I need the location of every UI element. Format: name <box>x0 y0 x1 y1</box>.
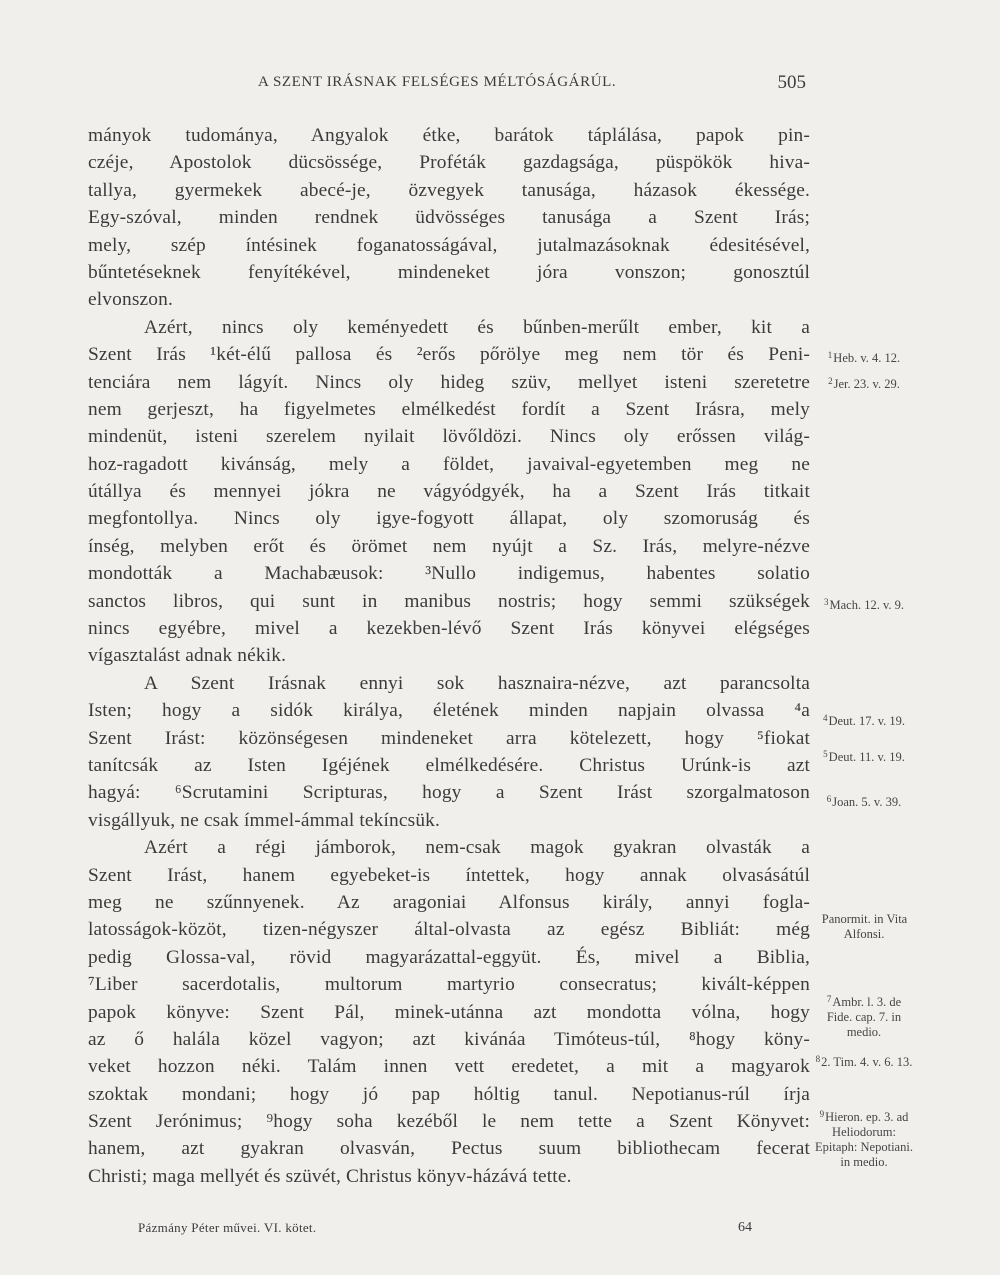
margin-note: $^1$Heb. v. 4. 12. <box>827 350 901 365</box>
text-line: sanctos libros, qui sunt in manibus nostris; hogy semmi szükségek <box>88 590 810 612</box>
text-line: visgállyuk, ne csak ímmel-ámmal tekíncsük. <box>88 809 441 831</box>
page-number: 505 <box>777 72 806 93</box>
text-line: megfontollya. Nincs oly igye-fogyott állapat, oly szomoruság és <box>88 508 810 530</box>
footer-imprint: Pázmány Péter művei. VI. kötet. <box>138 1220 317 1235</box>
text-line: szoktak mondani; hogy jó pap hóltig tanul. Nepotianus-rúl írja <box>88 1083 810 1105</box>
text-line: Azért, nincs oly keményedett és bűnben-merűlt ember, kit a <box>144 316 810 338</box>
text-line: hanem, azt gyakran olvasván, Pectus suum bibliothecam fecerat <box>88 1138 810 1160</box>
text-line: papok könyve: Szent Pál, minek-utánna azt mondotta vólna, hogy <box>88 1001 810 1023</box>
text-line: vígasztalást adnak nékik. <box>88 645 287 667</box>
text-line: mindenüt, isteni szerelem nyilait lövőldözi. Nincs oly erőssen világ- <box>88 426 810 448</box>
margin-note: $^4$Deut. 17. v. 19. <box>822 713 906 728</box>
text-line: Egy-szóval, minden rendnek üdvösséges tanusága a Szent Irás; <box>88 207 810 229</box>
page-footer <box>138 1220 778 1240</box>
margin-note: Panormit. in Vita Alfonsi. <box>821 912 908 941</box>
text-line: czéje, Apostolok dücsössége, Proféták gazdagsága, püspökök hiva- <box>88 152 810 174</box>
text-line: pedig Glossa-val, rövid magyarázattal-eggyüt. És, mivel a Biblia, <box>88 946 810 968</box>
text-line: nincs egyébre, mivel a kezekben-lévő Szent Irás könyvei elégséges <box>88 618 810 640</box>
margin-note: $^8$2. Tim. 4. v. 6. 13. <box>815 1054 913 1069</box>
text-line: ⁷Liber sacerdotalis, multorum martyrio consecratus; kivált-képpen <box>88 974 810 996</box>
text-line: Szent Irás ¹két-élű pallosa és ²erős pőrölye meg nem tör és Peni- <box>88 344 810 366</box>
running-header <box>90 72 808 102</box>
text-line: elvonszon. <box>88 289 173 311</box>
text-line: mányok tudománya, Angyalok étke, barátok táplálása, papok pin- <box>88 125 810 146</box>
text-line: tanítcsák az Isten Igéjének elmélkedésére. Christus Urúnk-is azt <box>88 754 810 776</box>
text-line: veket hozzon néki. Talám innen vett eredetet, a mit a magyarok <box>88 1056 810 1078</box>
text-line: ínség, melyben erőt és örömet nem nyújt a Sz. Irás, melyre-nézve <box>88 535 810 557</box>
text-line: latosságok-közöt, tizen-négyszer által-olvasta az egész Bibliát: még <box>88 919 810 941</box>
text-line: tallya, gyermekek abecé-je, özvegyek tanusága, házasok ékessége. <box>88 179 810 201</box>
text-line: mondották a Machabæusok: ³Nullo indigemus, habentes solatio <box>88 563 810 585</box>
text-line: Szent Irást, hanem egyebeket-is íntettek, hogy annak olvasásátúl <box>88 864 810 886</box>
text-line: az ő halála közel vagyon; azt kivánáa Timóteus-túl, ⁸hogy köny- <box>88 1028 810 1050</box>
text-line: hagyá: ⁶Scrutamini Scripturas, hogy a Szent Irást szorgalmatoson <box>88 782 810 804</box>
text-line: bűntetéseknek fenyítékével, mindeneket jóra vonszon; gonosztúl <box>88 261 810 283</box>
body-text <box>88 122 810 1190</box>
margin-note: $^9$Hieron. ep. 3. ad Heliodorum: Epitaph: Nepotiani. in medio. <box>815 1109 913 1169</box>
margin-note: $^7$Ambr. l. 3. de Fide. cap. 7. in medio. <box>826 994 902 1039</box>
text-line: útállya és mennyei jókra ne vágyódgyék, ha a Szent Irás titkait <box>88 481 810 503</box>
text-line: meg ne szűnnyenek. Az aragoniai Alfonsus király, annyi fogla- <box>88 891 810 913</box>
text-line: Christi; maga mellyét és szüvét, Christus könyv-házává tette. <box>88 1165 572 1187</box>
margin-note: $^2$Jer. 23. v. 29. <box>828 376 900 391</box>
text-line: mely, szép íntésinek foganatosságával, jutalmazásoknak édesitésével, <box>88 234 810 256</box>
text-line: nem gerjeszt, ha figyelmetes elmélkedést fordít a Szent Irásra, mely <box>88 398 810 420</box>
margin-note: $^5$Deut. 11. v. 19. <box>823 749 905 764</box>
signature-mark: 64 <box>738 1220 752 1235</box>
running-title: A SZENT IRÁSNAK FELSÉGES MÉLTÓSÁGÁRÚL. <box>258 74 617 90</box>
text-line: A Szent Irásnak ennyi sok hasznaira-nézve, azt parancsolta <box>144 672 810 694</box>
text-line: Isten; hogy a sidók királya, életének minden napjain olvassa ⁴a <box>88 700 810 722</box>
text-line: Azért a régi jámborok, nem-csak magok gyakran olvasták a <box>144 837 810 859</box>
text-line: Szent Irást: közönségesen mindeneket arra kötelezett, hogy ⁵fiokat <box>88 727 810 749</box>
text-line: Szent Jerónimus; ⁹hogy soha kezéből le nem tette a Szent Könyvet: <box>88 1111 810 1133</box>
text-line: tenciára nem lágyít. Nincs oly hideg szüv, mellyet isteni szeretetre <box>88 371 810 393</box>
text-line: hoz-ragadott kivánság, mely a földet, javaival-egyetemben meg ne <box>88 453 810 475</box>
margin-note: $^3$Mach. 12. v. 9. <box>823 597 905 612</box>
margin-note: $^6$Joan. 5. v. 39. <box>826 794 902 809</box>
